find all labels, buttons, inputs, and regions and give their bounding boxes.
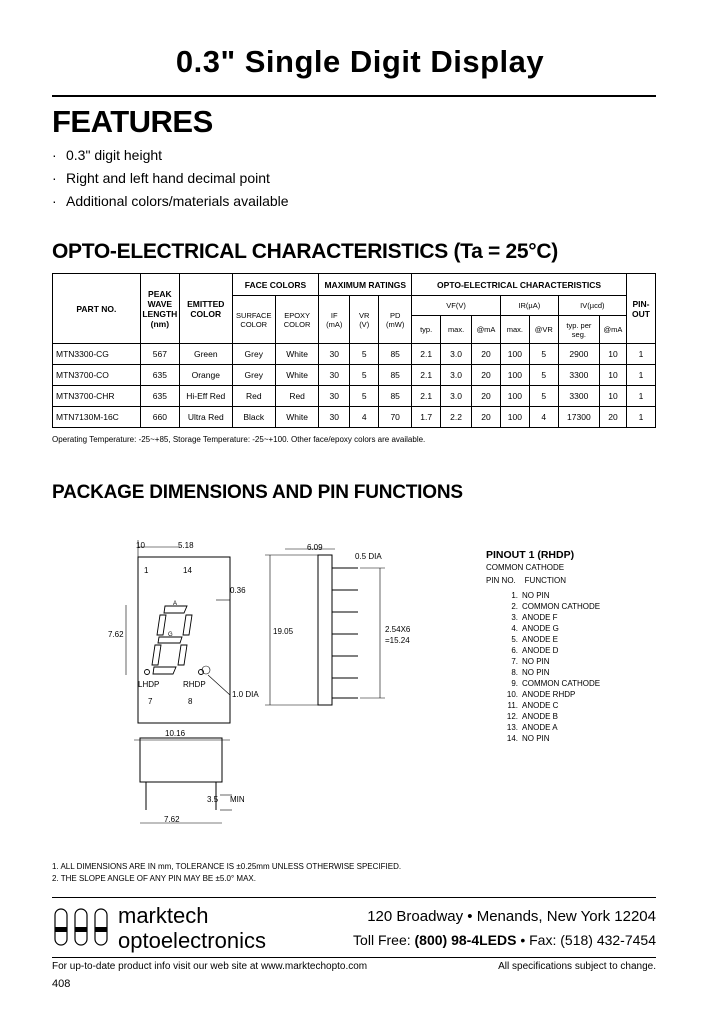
brand-name: marktech [118, 903, 209, 928]
features-heading: FEATURES [52, 104, 213, 139]
cell-peak: 567 [140, 344, 179, 365]
feature-item: · 0.3" digit height [52, 147, 163, 163]
pin-number: 5. [511, 635, 518, 644]
cell-vf-typ: 1.7 [412, 407, 441, 428]
cell-part: MTN3300-CG [53, 344, 141, 365]
pin-label: 1 [144, 566, 149, 575]
pin-number: 4. [511, 624, 518, 633]
dim-label: 7.62 [108, 630, 124, 639]
pinout-subtitle: COMMON CATHODE [486, 563, 565, 572]
pin-row [486, 591, 626, 600]
segment-a [164, 606, 187, 613]
footer-bottom-divider [52, 957, 656, 958]
pin-function: ANODE F [522, 613, 558, 622]
cell-vf-typ: 2.1 [412, 386, 441, 407]
bottom-view-body [140, 738, 222, 782]
cell-emitted: Green [179, 344, 232, 365]
cell-pd: 85 [379, 386, 412, 407]
pin-number: 10. [506, 690, 518, 699]
col-iv-ma: @mA [600, 316, 627, 344]
dim-label: 19.05 [273, 627, 294, 636]
col-ir-vr: @VR [529, 316, 558, 344]
pin-number: 8. [511, 668, 518, 677]
pin-function: COMMON CATHODE [522, 679, 601, 688]
pin-function: COMMON CATHODE [522, 602, 601, 611]
specs-table [52, 273, 656, 428]
col-face-colors: FACE COLORS [232, 274, 319, 296]
cell-ir-max: 100 [500, 344, 529, 365]
col-peak: PEAK WAVE LENGTH (nm) [140, 274, 179, 344]
cell-iv-typ: 3300 [558, 365, 599, 386]
cell-ir-max: 100 [500, 386, 529, 407]
spec-change-note: All specifications subject to change. [498, 961, 656, 972]
side-view-pins [332, 568, 358, 698]
cell-epoxy: Red [275, 386, 318, 407]
table-row [53, 365, 656, 386]
note-2: 2. THE SLOPE ANGLE OF ANY PIN MAY BE ±5.0° MAX. [52, 874, 256, 883]
col-vf-max: max. [441, 316, 472, 344]
package-heading: PACKAGE DIMENSIONS AND PIN FUNCTIONS [52, 482, 463, 503]
feature-item: · Right and left hand decimal point [52, 170, 270, 186]
cell-pd: 70 [379, 407, 412, 428]
cell-epoxy: White [275, 407, 318, 428]
pin-number: 11. [507, 701, 518, 710]
pin-number: 14. [506, 734, 518, 743]
pin-function: ANODE D [522, 646, 559, 655]
pin-row [486, 624, 626, 633]
pin-function: NO PIN [522, 657, 550, 666]
cell-if: 30 [319, 365, 350, 386]
pin-label: 7 [148, 697, 153, 706]
website-note: For up-to-date product info visit our web site at www.marktechopto.com [52, 961, 368, 972]
cell-ir-vr: 5 [529, 365, 558, 386]
pin-number: 3. [511, 613, 518, 622]
dim-label: 6.09 [307, 543, 323, 552]
cell-ir-vr: 5 [529, 344, 558, 365]
pin-function: ANODE C [522, 701, 559, 710]
cell-iv-ma: 10 [600, 344, 627, 365]
cell-vr: 4 [350, 407, 379, 428]
pin-row [486, 679, 626, 688]
cell-epoxy: White [275, 365, 318, 386]
cell-emitted: Hi-Eff Red [179, 386, 232, 407]
opto-heading: OPTO-ELECTRICAL CHARACTERISTICS (Ta = 25°C) [52, 240, 558, 263]
company-address: 120 Broadway • Menands, New York 12204 [367, 908, 656, 925]
col-vf-ma: @mA [472, 316, 501, 344]
cell-pinout: 1 [626, 407, 655, 428]
cell-vf-typ: 2.1 [412, 344, 441, 365]
pin-function: NO PIN [522, 668, 550, 677]
pin-row [486, 723, 626, 732]
pin-function: NO PIN [522, 734, 550, 743]
col-epoxy: EPOXY COLOR [275, 296, 318, 344]
company-phones: Toll Free: (800) 98-4LEDS • Fax: (518) 432-7454 [353, 932, 656, 948]
cell-vr: 5 [350, 386, 379, 407]
cell-part: MTN7130M-16C [53, 407, 141, 428]
table-row [53, 386, 656, 407]
cell-vf-ma: 20 [472, 365, 501, 386]
dim-label: 7.62 [164, 815, 180, 824]
pin-number: 12. [506, 712, 518, 721]
dim-label: 0.36 [230, 586, 246, 595]
cell-pinout: 1 [626, 386, 655, 407]
dim-label: MIN [230, 795, 245, 804]
cell-emitted: Ultra Red [179, 407, 232, 428]
pin-row [486, 701, 626, 710]
col-opto: OPTO-ELECTRICAL CHARACTERISTICS [412, 274, 627, 296]
dim-label: 10.16 [165, 729, 186, 738]
pin-row [486, 635, 626, 644]
cell-vf-typ: 2.1 [412, 365, 441, 386]
segment-c [178, 645, 187, 665]
page-title: 0.3" Single Digit Display [175, 44, 545, 79]
pin-row [486, 602, 626, 611]
pin-number: 6. [511, 646, 518, 655]
dim-label: LHDP [138, 680, 160, 689]
pin-row [486, 690, 626, 699]
pin-row [486, 668, 626, 677]
segment-label: G [168, 632, 173, 638]
col-emitted: EMITTED COLOR [179, 274, 232, 344]
cell-ir-vr: 5 [529, 386, 558, 407]
cell-vr: 5 [350, 344, 379, 365]
cell-peak: 635 [140, 386, 179, 407]
pin-number: 2. [511, 602, 518, 611]
col-if: IF (mA) [319, 296, 350, 344]
segment-e [152, 645, 161, 665]
pinout-title: PINOUT 1 (RHDP) [486, 549, 575, 561]
cell-vf-ma: 20 [472, 344, 501, 365]
cell-iv-ma: 20 [600, 407, 627, 428]
pin-function: ANODE RHDP [522, 690, 576, 699]
cell-pinout: 1 [626, 365, 655, 386]
cell-if: 30 [319, 344, 350, 365]
feature-item: · Additional colors/materials available [52, 193, 289, 209]
cell-vf-max: 3.0 [441, 344, 472, 365]
col-ir-max: max. [500, 316, 529, 344]
title-divider [52, 95, 656, 97]
cell-surface: Grey [232, 344, 275, 365]
col-max-ratings: MAXIMUM RATINGS [319, 274, 412, 296]
footer-divider [52, 897, 656, 898]
pin-function: ANODE E [522, 635, 559, 644]
cell-iv-typ: 2900 [558, 344, 599, 365]
pin-function: ANODE G [522, 624, 559, 633]
pin-row [486, 646, 626, 655]
cell-ir-vr: 4 [529, 407, 558, 428]
pin-row [486, 712, 626, 721]
cell-ir-max: 100 [500, 365, 529, 386]
cell-vf-ma: 20 [472, 407, 501, 428]
table-note: Operating Temperature: -25~+85, Storage Temperature: -25~+100. Other face/epoxy colors are available. [52, 435, 426, 444]
cell-peak: 635 [140, 365, 179, 386]
cell-vf-max: 2.2 [441, 407, 472, 428]
pin-row [486, 657, 626, 666]
brand-subname: optoelectronics [118, 928, 266, 953]
cell-vf-max: 3.0 [441, 365, 472, 386]
company-logo [52, 903, 114, 951]
col-iv: IV(µcd) [558, 296, 626, 316]
note-1: 1. ALL DIMENSIONS ARE IN mm, TOLERANCE IS ±0.25mm UNLESS OTHERWISE SPECIFIED. [52, 862, 402, 871]
col-pinout: PIN- OUT [626, 274, 655, 344]
pinout-columns: PIN NO. FUNCTION [486, 576, 566, 585]
col-part-no: PART NO. [53, 274, 141, 344]
left-dp [145, 670, 150, 675]
dim-label: 10 [136, 541, 145, 550]
cell-iv-typ: 3300 [558, 386, 599, 407]
col-iv-typ: typ. per seg. [558, 316, 599, 344]
cell-surface: Black [232, 407, 275, 428]
bottom-view-pins [146, 782, 219, 810]
pin-number: 9. [511, 679, 518, 688]
dim-label: 3.5 [207, 795, 219, 804]
col-ir: IR(µA) [500, 296, 558, 316]
cell-pd: 85 [379, 365, 412, 386]
pin-number: 7. [511, 657, 518, 666]
cell-pd: 85 [379, 344, 412, 365]
package-drawing [120, 535, 460, 835]
dim-label: 2.54X6 [385, 625, 411, 634]
cell-iv-ma: 10 [600, 386, 627, 407]
side-view-body [318, 555, 332, 705]
segment-f [157, 615, 166, 635]
cell-vf-max: 3.0 [441, 386, 472, 407]
dim-label: 0.5 DIA [355, 552, 382, 561]
pin-function: ANODE A [522, 723, 558, 732]
pin-function: NO PIN [522, 591, 550, 600]
pin-function: ANODE B [522, 712, 559, 721]
pin-row [486, 613, 626, 622]
pin-number: 13. [506, 723, 518, 732]
cell-pinout: 1 [626, 344, 655, 365]
cell-part: MTN3700-CHR [53, 386, 141, 407]
cell-epoxy: White [275, 344, 318, 365]
col-vf: VF(V) [412, 296, 501, 316]
cell-surface: Grey [232, 365, 275, 386]
col-pd: PD (mW) [379, 296, 412, 344]
cell-vr: 5 [350, 365, 379, 386]
pin-label: 8 [188, 697, 193, 706]
segment-label: A [173, 601, 178, 607]
cell-ir-max: 100 [500, 407, 529, 428]
table-row [53, 407, 656, 428]
pin-label: 14 [183, 566, 192, 575]
cell-iv-typ: 17300 [558, 407, 599, 428]
cell-emitted: Orange [179, 365, 232, 386]
pin-number: 1. [511, 591, 518, 600]
cell-vf-ma: 20 [472, 386, 501, 407]
segment-d [153, 667, 176, 674]
cell-if: 30 [319, 386, 350, 407]
cell-if: 30 [319, 407, 350, 428]
digit-outline [145, 606, 204, 675]
dim-label: 5.18 [178, 541, 194, 550]
dim-label: 1.0 DIA [232, 690, 259, 699]
segment-b [183, 615, 192, 635]
page-number: 408 [52, 978, 71, 990]
cell-surface: Red [232, 386, 275, 407]
col-surface: SURFACE COLOR [232, 296, 275, 344]
col-vr: VR (V) [350, 296, 379, 344]
table-row [53, 344, 656, 365]
col-vf-typ: typ. [412, 316, 441, 344]
cell-part: MTN3700-CO [53, 365, 141, 386]
cell-peak: 660 [140, 407, 179, 428]
pin-row [486, 734, 626, 743]
dim-label: RHDP [183, 680, 206, 689]
dim-label: =15.24 [385, 636, 410, 645]
cell-iv-ma: 10 [600, 365, 627, 386]
